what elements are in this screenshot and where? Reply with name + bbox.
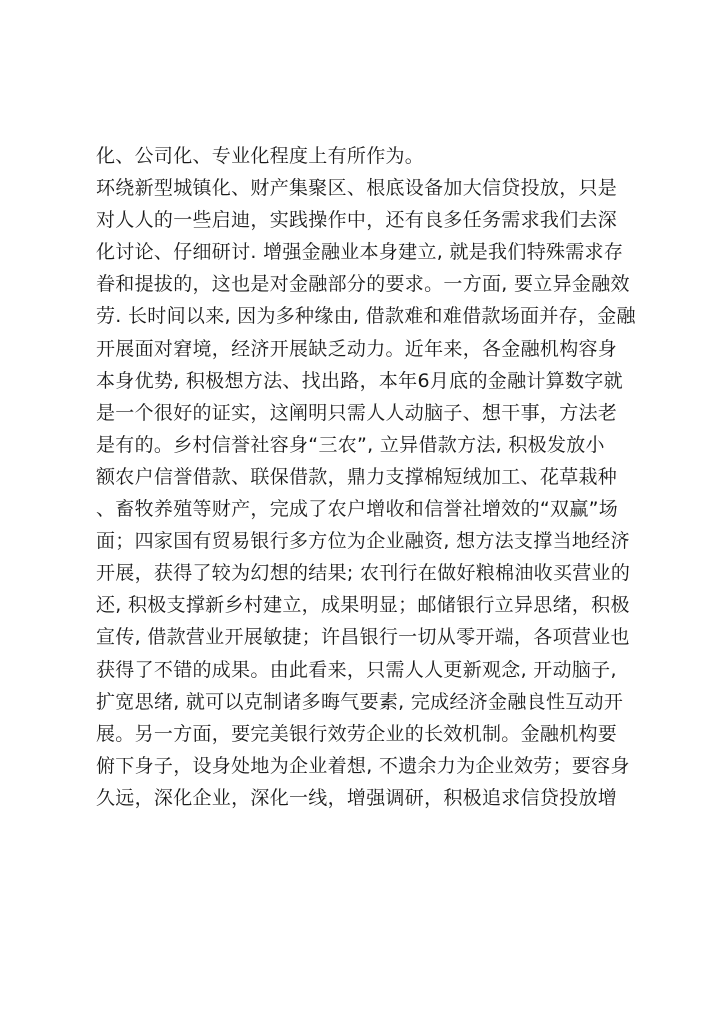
- text-line: 化、公司化、专业化程度上有所作为。: [96, 145, 425, 167]
- body-text: [96, 140, 636, 814]
- text-line: 开展面对窘境，经济开展缺乏动力。近年来，各金融机构容身: [96, 337, 618, 360]
- text-line: 本身优势, 积极想方法、找出路，本年6月底的金融计算数字就: [96, 369, 623, 392]
- text-line: 劳. 长时间以来, 因为多种缘由, 借款难和难借款场面并存，金融: [96, 305, 636, 328]
- text-line: 开展，获得了较为幻想的结果; 农刊行在做好粮棉油收买营业的: [96, 562, 631, 585]
- text-line: 面；四家国有贸易银行多方位为企业融资, 想方法支撑当地经济: [96, 530, 630, 553]
- text-line: 展。另一方面，要完美银行效劳企业的长效机制。金融机构要: [96, 722, 618, 745]
- text-line: 久远，深化企业，深化一线，增强调研，积极追求信贷投放增: [96, 786, 618, 809]
- text-line: 宣传, 借款营业开展敏捷；许昌银行一切从零开端，各项营业也: [96, 626, 630, 649]
- text-line: 还, 积极支撑新乡村建立，成果明显；邮储银行立异思绪，积极: [96, 594, 630, 617]
- text-line: 环绕新型城镇化、财产集聚区、根底设备加大信贷投放，只是: [96, 177, 618, 200]
- text-line: 化讨论、仔细研讨. 增强金融业本身建立, 就是我们特殊需求存: [96, 241, 624, 264]
- text-line: 眷和提拔的，这也是对金融部分的要求。一方面, 要立异金融效: [96, 273, 630, 296]
- text-line: 获得了不错的成果。由此看来，只需人人更新观念, 开动脑子,: [96, 658, 617, 681]
- text-line: 扩宽思绪, 就可以克制诸多晦气要素, 完成经济金融良性互动开: [96, 690, 624, 713]
- text-line: 、畜牧养殖等财产，完成了农户增收和信誉社增效的“双赢”场: [96, 498, 619, 521]
- text-line: 对人人的一些启迪，实践操作中，还有良多任务需求我们去深: [96, 209, 618, 232]
- text-line: 额农户信誉借款、联保借款，鼎力支撑棉短绒加工、花草栽种: [96, 465, 618, 488]
- text-line: 是一个很好的证实，这阐明只需人人动脑子、想干事，方法老: [96, 401, 618, 424]
- text-line: 是有的。乡村信誉社容身“三农”, 立异借款方法, 积极发放小: [96, 433, 605, 456]
- text-line: 俯下身子，设身处地为企业着想, 不遗余力为企业效劳；要容身: [96, 754, 630, 777]
